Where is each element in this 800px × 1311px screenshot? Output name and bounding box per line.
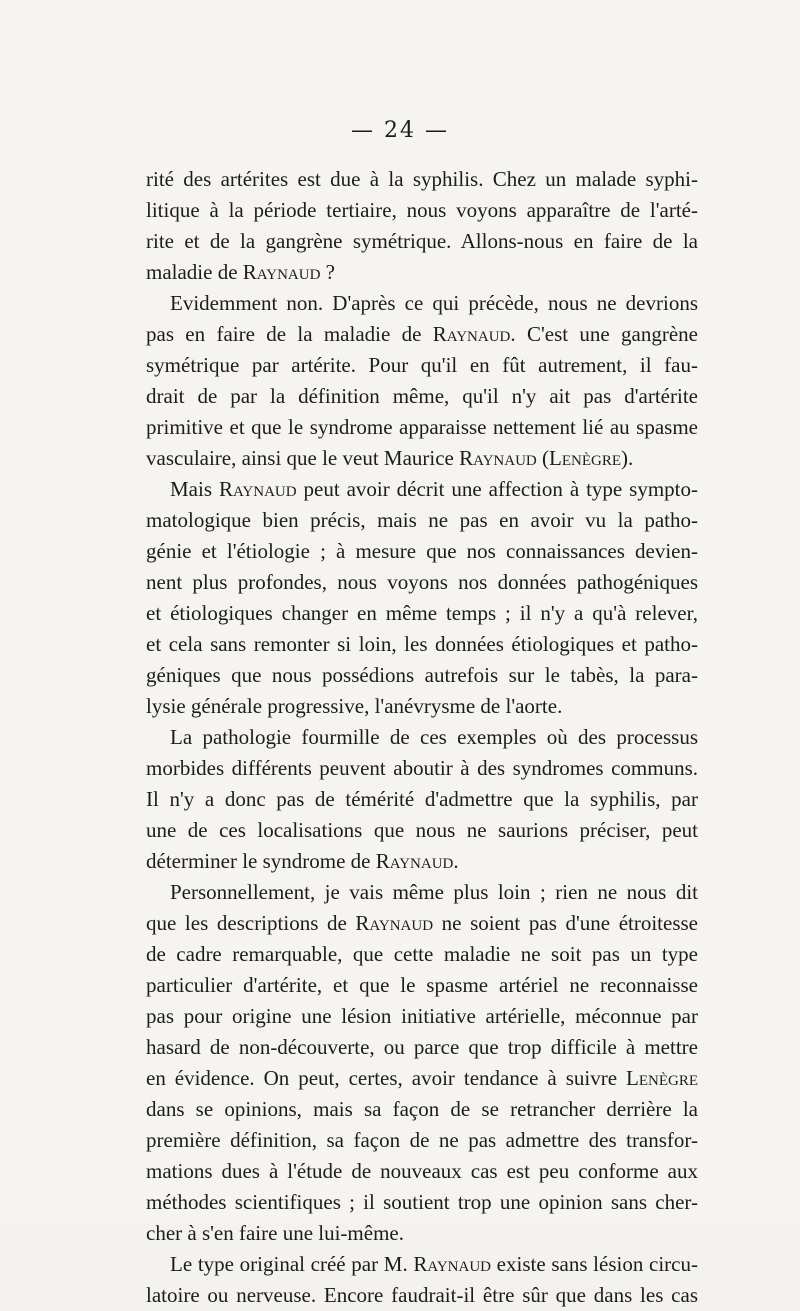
text-line (146, 691, 698, 722)
text-line (146, 1156, 698, 1187)
text-line (146, 474, 698, 505)
text-segment: particulier d'artérite, et que le spasme artériel ne reconnaisse (146, 973, 698, 997)
text-segment: lysie générale progressive, l'anévrysme de l'aorte. (146, 694, 563, 718)
paragraph (146, 288, 698, 474)
text-segment: que les descriptions de (146, 911, 356, 935)
text-segment: Il n'y a donc pas de témérité d'admettre que la syphilis, par (146, 787, 698, 811)
text-line (146, 908, 698, 939)
text-segment: La pathologie fourmille de ces exemples où des processus (170, 725, 698, 749)
text-line (146, 1094, 698, 1125)
text-segment: vasculaire, ainsi que le veut Maurice (146, 446, 460, 470)
text-line (146, 226, 698, 257)
text-segment: rite et de la gangrène symétrique. Allons-nous en faire de la (146, 229, 698, 253)
text-line (146, 1001, 698, 1032)
text-segment: rité des artérites est due à la syphilis. Chez un malade syphi- (146, 167, 698, 191)
text-segment: cher à s'en faire une lui-même. (146, 1221, 404, 1245)
paragraph (146, 877, 698, 1249)
text-line (146, 350, 698, 381)
text-segment: . C'est une gangrène (510, 322, 698, 346)
text-segment: Raynaud (432, 322, 511, 346)
text-segment: . (453, 849, 459, 873)
text-line (146, 412, 698, 443)
text-line (146, 598, 698, 629)
text-segment: nent plus profondes, nous voyons nos données pathogéniques (146, 570, 698, 594)
text-line (146, 970, 698, 1001)
text-segment: une de ces localisations que nous ne saurions préciser, peut (146, 818, 698, 842)
text-segment: Raynaud (355, 911, 434, 935)
text-line (146, 1280, 698, 1311)
text-line (146, 753, 698, 784)
text-segment: litique à la période tertiaire, nous voyons apparaître de l'arté- (146, 198, 698, 222)
paragraph (146, 474, 698, 722)
text-segment: ). (621, 446, 634, 470)
text-line (146, 505, 698, 536)
text-segment: et étiologiques changer en même temps ; il n'y a qu'à relever, (146, 601, 698, 625)
paragraph (146, 1249, 698, 1311)
text-segment: Raynaud (218, 477, 297, 501)
text-segment: drait de par la définition même, qu'il n'y ait pas d'artérite (146, 384, 698, 408)
text-line (146, 443, 698, 474)
text-segment: morbides différents peuvent aboutir à des syndromes communs. (146, 756, 698, 780)
text-segment: primitive et que le syndrome apparaisse nettement lié au spasme (146, 415, 698, 439)
paragraph (146, 164, 698, 288)
text-segment: Raynaud (242, 260, 321, 284)
text-segment: Personnellement, je vais même plus loin ; rien ne nous dit (170, 880, 698, 904)
text-segment: Le type original créé par M. (170, 1252, 414, 1276)
text-segment: méthodes scientifiques ; il soutient trop une opinion sans cher- (146, 1190, 698, 1214)
text-segment: matologique bien précis, mais ne pas en avoir vu la patho- (146, 508, 698, 532)
text-line (146, 288, 698, 319)
text-line (146, 815, 698, 846)
text-segment: déterminer le syndrome de (146, 849, 376, 873)
text-segment: de cadre remarquable, que cette maladie ne soit pas un type (146, 942, 698, 966)
text-line (146, 381, 698, 412)
text-segment: Lenègre (549, 446, 621, 470)
text-segment: et cela sans remonter si loin, les données étiologiques et patho- (146, 632, 698, 656)
text-segment: Raynaud (375, 849, 454, 873)
text-segment: Mais (170, 477, 219, 501)
text-segment: maladie de (146, 260, 243, 284)
text-line (146, 939, 698, 970)
text-line (146, 846, 698, 877)
text-line (146, 319, 698, 350)
text-segment: Raynaud (413, 1252, 491, 1276)
text-line (146, 536, 698, 567)
text-segment: première définition, sa façon de ne pas admettre des transfor- (146, 1128, 698, 1152)
text-line (146, 1249, 698, 1280)
text-segment: peut avoir décrit une affection à type sympto- (296, 477, 698, 501)
text-segment: ne soient pas d'une étroitesse (433, 911, 699, 935)
text-line (146, 660, 698, 691)
text-line (146, 164, 698, 195)
text-segment: en évidence. On peut, certes, avoir tendance à suivre (146, 1066, 626, 1090)
text-segment: hasard de non-découverte, ou parce que trop difficile à mettre (146, 1035, 698, 1059)
text-segment: ? (320, 260, 335, 284)
text-line (146, 567, 698, 598)
text-segment: pas en faire de la maladie de (146, 322, 433, 346)
text-segment: Evidemment non. D'après ce qui précède, nous ne devrions (170, 291, 698, 315)
text-segment: génie et l'étiologie ; à mesure que nos connaissances devien- (146, 539, 698, 563)
text-line (146, 1125, 698, 1156)
text-line (146, 877, 698, 908)
text-segment: géniques que nous possédions autrefois sur le tabès, la para- (146, 663, 698, 687)
text-line (146, 257, 698, 288)
text-line (146, 722, 698, 753)
paragraph (146, 722, 698, 877)
text-segment: latoire ou nerveuse. Encore faudrait-il être sûr que dans les cas (146, 1283, 698, 1307)
text-segment: ( (536, 446, 549, 470)
text-line (146, 629, 698, 660)
text-line (146, 1063, 698, 1094)
text-segment: mations dues à l'étude de nouveaux cas est peu conforme aux (146, 1159, 698, 1183)
text-line (146, 1032, 698, 1063)
text-segment: symétrique par artérite. Pour qu'il en fût autrement, il fau- (146, 353, 698, 377)
text-segment: existe sans lésion circu- (491, 1252, 698, 1276)
text-line (146, 1218, 698, 1249)
body-text (146, 164, 698, 1311)
text-segment: dans se opinions, mais sa façon de se retrancher derrière la (146, 1097, 698, 1121)
text-segment: Raynaud (459, 446, 537, 470)
text-line (146, 1187, 698, 1218)
text-segment: Lenègre (626, 1066, 698, 1090)
text-line (146, 195, 698, 226)
page-number: — 24 — (351, 118, 449, 143)
text-segment: pas pour origine une lésion initiative artérielle, méconnue par (146, 1004, 698, 1028)
text-line (146, 784, 698, 815)
